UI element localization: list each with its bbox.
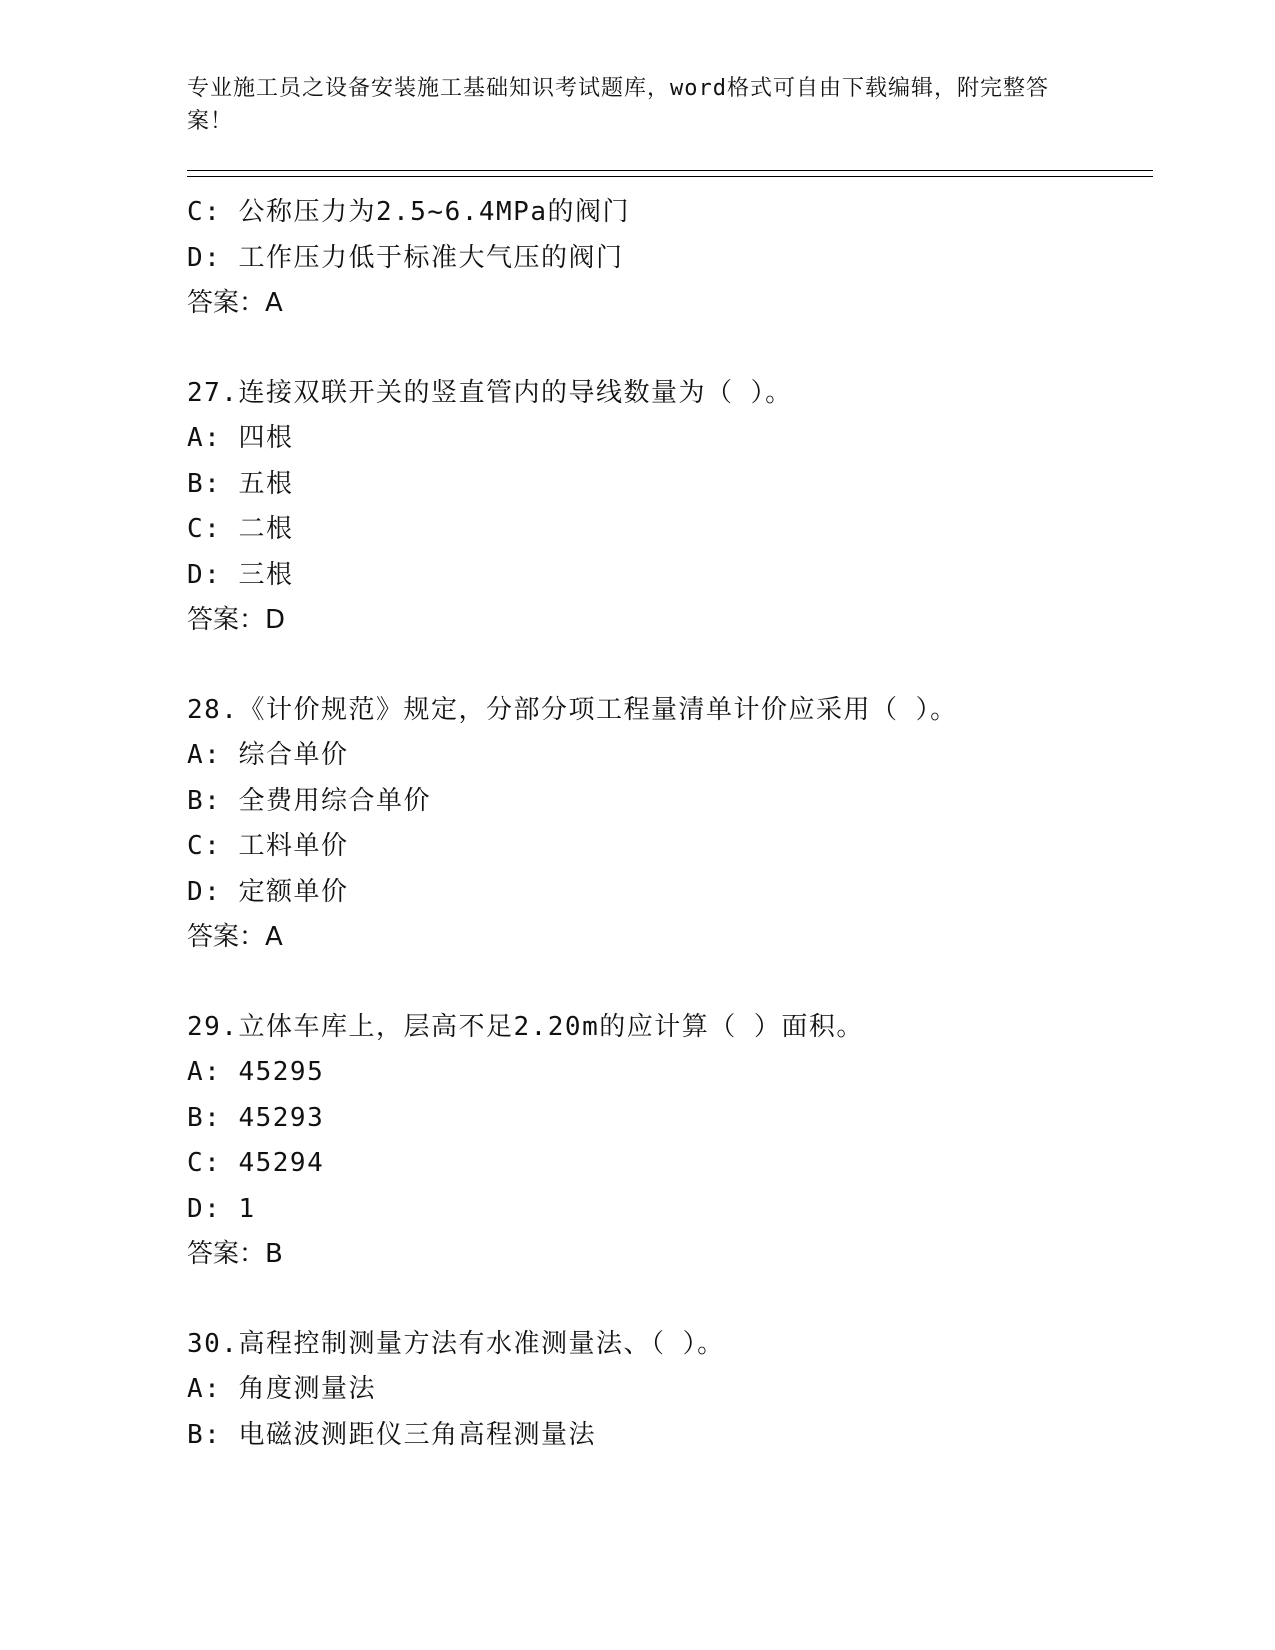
header-rule-top (187, 170, 1153, 171)
question-stem: 29.立体车库上，层高不足2.20m的应计算（ ）面积。 (187, 1011, 864, 1042)
question-26-continued (187, 190, 1147, 327)
question-28 (187, 688, 1147, 961)
option-c: C: 工料单价 (187, 831, 349, 861)
option-b: B: 全费用综合单价 (187, 785, 431, 816)
question-29 (187, 1005, 1147, 1278)
option-a: A: 45295 (187, 1057, 325, 1087)
question-list (187, 190, 1147, 1502)
question-stem: 27.连接双联开关的竖直管内的导线数量为（ ）。 (187, 377, 793, 408)
answer: 答案：A (187, 922, 283, 952)
option-b: B: 五根 (187, 468, 294, 499)
question-30 (187, 1322, 1147, 1459)
document-header (187, 72, 1067, 138)
question-stem: 28.《计价规范》规定，分部分项工程量清单计价应采用（ ）。 (187, 694, 958, 725)
option-b: B: 电磁波测距仪三角高程测量法 (187, 1419, 596, 1450)
option-d: D: 三根 (187, 559, 294, 590)
answer: 答案：B (187, 1239, 283, 1269)
option-d: D: 工作压力低于标准大气压的阀门 (187, 242, 624, 273)
option-a: A: 角度测量法 (187, 1374, 376, 1404)
answer: 答案：A (187, 288, 283, 318)
question-27 (187, 371, 1147, 644)
option-d: D: 1 (187, 1193, 256, 1224)
option-b: B: 45293 (187, 1102, 325, 1133)
option-a: A: 综合单价 (187, 740, 349, 770)
option-a: A: 四根 (187, 423, 294, 453)
question-stem: 30.高程控制测量方法有水准测量法、（ ）。 (187, 1328, 725, 1359)
option-c: C: 二根 (187, 514, 294, 544)
answer: 答案：D (187, 605, 286, 635)
header-title: 专业施工员之设备安装施工基础知识考试题库，word格式可自由下载编辑，附完整答案！ (187, 76, 1049, 134)
header-rule-bottom (187, 176, 1153, 177)
option-d: D: 定额单价 (187, 876, 349, 907)
option-c: C: 45294 (187, 1148, 325, 1178)
option-c: C: 公称压力为2.5~6.4MPa的阀门 (187, 197, 630, 227)
